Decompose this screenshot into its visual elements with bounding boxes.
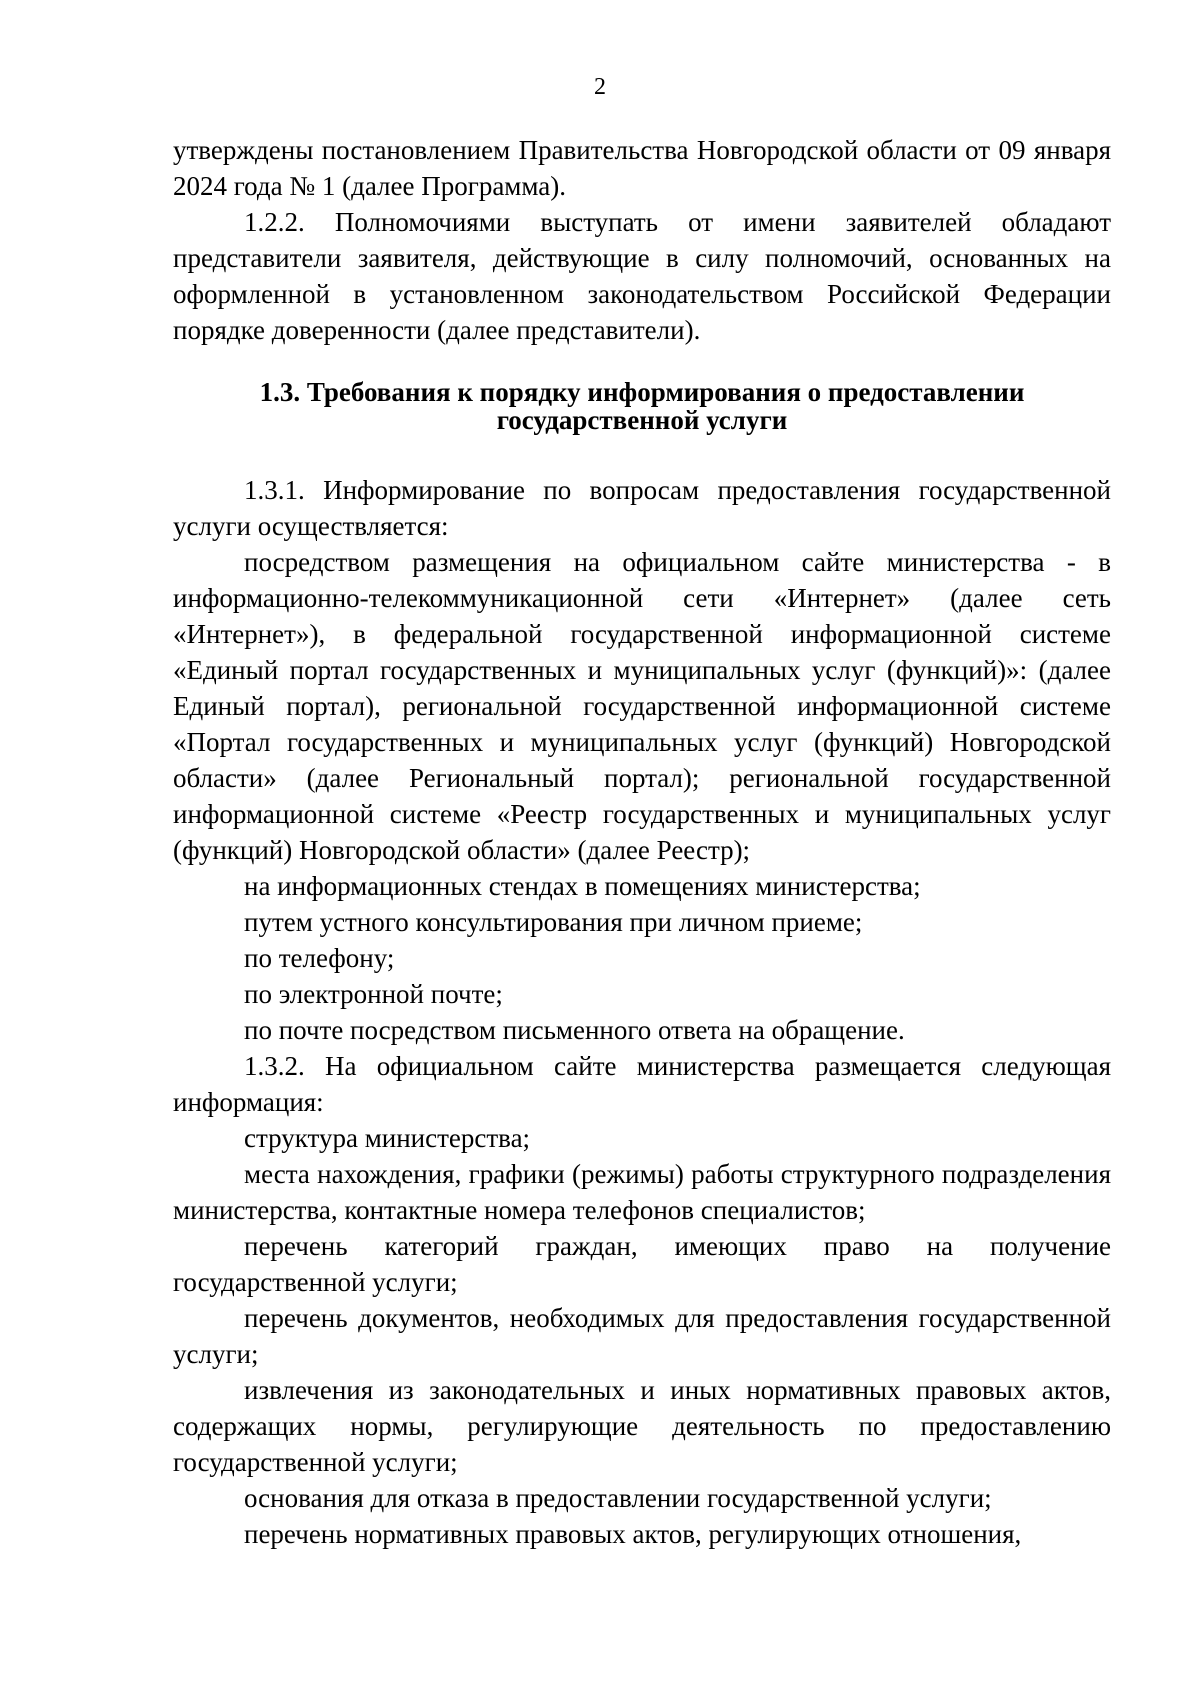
paragraph: 1.3.1. Информирование по вопросам предоставления государственной услуги осуществляется: <box>173 475 1111 541</box>
document-body <box>173 132 1111 1552</box>
list-item: перечень категорий граждан, имеющих право на получение государственной услуги; <box>173 1231 1111 1297</box>
page-number: 2 <box>594 74 606 100</box>
list-item: извлечения из законодательных и иных нормативных правовых актов, содержащих нормы, регулирующие деятельность по предоставлению государственной услуги; <box>173 1375 1111 1477</box>
paragraph: 1.3.2. На официальном сайте министерства размещается следующая информация: <box>173 1051 1111 1117</box>
list-item: основания для отказа в предоставлении государственной услуги; <box>244 1483 992 1513</box>
list-item: по почте посредством письменного ответа на обращение. <box>244 1015 905 1045</box>
list-item: путем устного консультирования при личном приеме; <box>244 907 863 937</box>
list-item: перечень документов, необходимых для предоставления государственной услуги; <box>173 1303 1111 1369</box>
list-item: на информационных стендах в помещениях министерства; <box>244 871 921 901</box>
list-item: по телефону; <box>244 943 395 973</box>
paragraph: 1.2.2. Полномочиями выступать от имени заявителей обладают представители заявителя, действующие в силу полномочий, основанных на оформленной в установленном законодательством Российской Федерации порядке доверенности (далее представители). <box>173 207 1111 345</box>
list-item: перечень нормативных правовых актов, регулирующих отношения, <box>244 1519 1022 1549</box>
paragraph: посредством размещения на официальном сайте министерства - в информационно-телекоммуникационной сети «Интернет» (далее сеть «Интернет»), в федеральной государственной информационной системе «Единый портал государственных и муниципальных услуг (функций)»: (далее Единый портал), региональной государственной информационной системе «Портал государственных и муниципальных услуг (функций) Новгородской области» (далее Региональный портал); региональной государственной информационной системе «Реестр государственных и муниципальных услуг (функций) Новгородской области» (далее Реестр); <box>173 547 1111 865</box>
section-heading: 1.3. Требования к порядку информирования о предоставлении государственной услуги <box>259 377 1025 435</box>
list-item: места нахождения, графики (режимы) работы структурного подразделения министерства, контактные номера телефонов специалистов; <box>173 1159 1111 1225</box>
list-item: структура министерства; <box>244 1123 531 1153</box>
paragraph: утверждены постановлением Правительства Новгородской области от 09 января 2024 года № 1 (далее Программа). <box>173 135 1111 201</box>
list-item: по электронной почте; <box>244 979 503 1009</box>
